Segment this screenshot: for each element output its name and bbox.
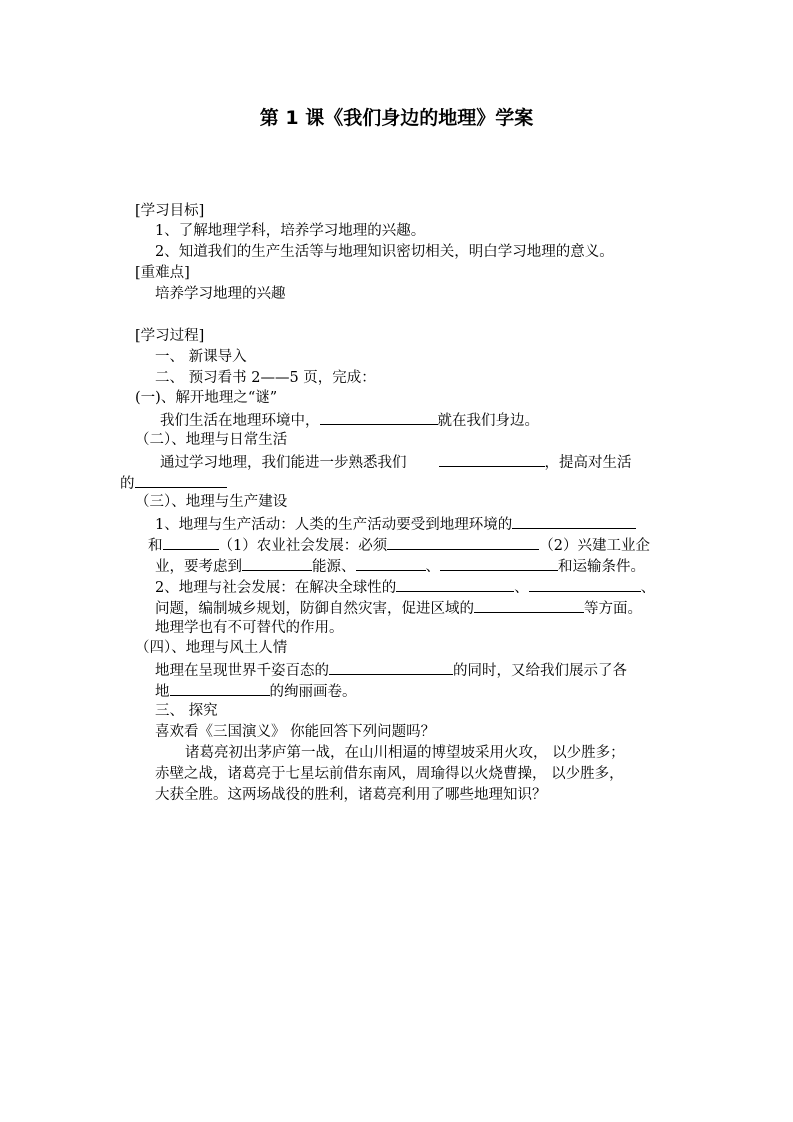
section-3-heading: （三）、地理与生产建设 [135,494,288,510]
section-3-line-4 [155,577,655,597]
section-1-heading: (一)、解开地理之“谜” [135,390,278,406]
section-4-text: 地理在呈现世界千姿百态的 [155,663,329,679]
page-title: 第 1 课《我们身边的地理》学案 [259,107,534,129]
fill-blank[interactable] [170,681,270,696]
section-3-text: 能源、 [312,559,356,575]
section-1-line [160,410,539,430]
section-2-text-a: 通过学习地理，我们能进一步熟悉我们 [160,455,407,471]
fill-blank[interactable] [163,535,219,550]
section-3-line-3 [155,556,645,576]
goal-1: 1、了解地理学科，培养学习地理的兴趣。 [155,223,426,239]
section-2-text-c: 的 [120,476,135,492]
section-3-line-6: 地理学也有不可替代的作用。 [155,620,344,636]
section-4-text: 地 [155,684,170,700]
fill-blank[interactable] [439,452,545,467]
fill-blank[interactable] [329,660,453,675]
process-heading: [学习过程] [135,328,205,344]
explore-paragraph-2: 赤壁之战，诸葛亮于七星坛前借东南风，周瑜得以火烧曹操， 以少胜多， [155,766,624,782]
fill-blank[interactable] [387,535,539,550]
goal-2: 2、知道我们的生产生活等与地理知识密切相关，明白学习地理的意义。 [155,244,614,260]
section-4-heading: （四）、地理与风土人情 [135,640,288,656]
explore-paragraph-1: 诸葛亮初出茅庐第一战，在山川相逼的博望坡采用火攻， 以少胜多； [185,745,625,761]
section-3-text: 、 [425,559,440,575]
section-4-line-2 [155,681,357,701]
section-3-text: 问题，编制城乡规划，防御自然灾害，促进区域的 [155,601,474,617]
section-3-text: 、 [514,580,529,596]
section-1-text-b: 就在我们身边。 [437,413,539,429]
section-3-text: （1）农业社会发展：必须 [218,538,388,554]
section-2-line-2 [120,473,227,493]
fill-blank[interactable] [474,598,584,613]
section-3-text: 和 [148,538,163,554]
section-3-text: （2）兴建工业企 [539,538,650,554]
section-4-text: 的同时，又给我们展示了各 [453,663,627,679]
explore-question: 喜欢看《三国演义》 你能回答下列问题吗？ [155,724,436,740]
section-3-text: 和运输条件。 [558,559,645,575]
section-2-line [160,452,632,472]
section-1-text-a: 我们生活在地理环境中， [160,413,320,429]
step-3: 三、 探究 [155,703,218,719]
key-heading: [重难点] [135,265,190,281]
explore-paragraph-3: 大获全胜。这两场战役的胜利，诸葛亮利用了哪些地理知识？ [155,787,547,803]
fill-blank[interactable] [242,556,312,571]
goals-heading: [学习目标] [135,203,205,219]
section-2-text-b: ，提高对生活 [544,455,632,471]
section-3-line-1 [155,514,636,534]
section-3-line-5 [155,598,642,618]
fill-blank[interactable] [356,556,426,571]
section-3-text: 、 [640,580,656,596]
fill-blank[interactable] [396,577,514,592]
section-4-text: 的绚丽画卷。 [269,684,357,700]
fill-blank[interactable] [135,473,227,488]
fill-blank[interactable] [512,514,636,529]
fill-blank[interactable] [320,410,438,425]
section-3-text: 1、地理与生产活动：人类的生产活动要受到地理环境的 [155,517,513,533]
section-3-line-2 [148,535,650,555]
section-4-line-1 [155,660,627,680]
fill-blank[interactable] [529,577,641,592]
section-3-text: 2、地理与社会发展：在解决全球性的 [155,580,397,596]
fill-blank[interactable] [440,556,558,571]
section-3-text: 业，要考虑到 [155,559,242,575]
step-2: 二、 预习看书 2——5 页，完成： [155,370,376,386]
key-text: 培养学习地理的兴趣 [155,286,286,302]
section-3-text: 等方面。 [584,601,642,617]
step-1: 一、 新课导入 [155,349,247,365]
section-2-heading: （二）、地理与日常生活 [135,432,288,448]
